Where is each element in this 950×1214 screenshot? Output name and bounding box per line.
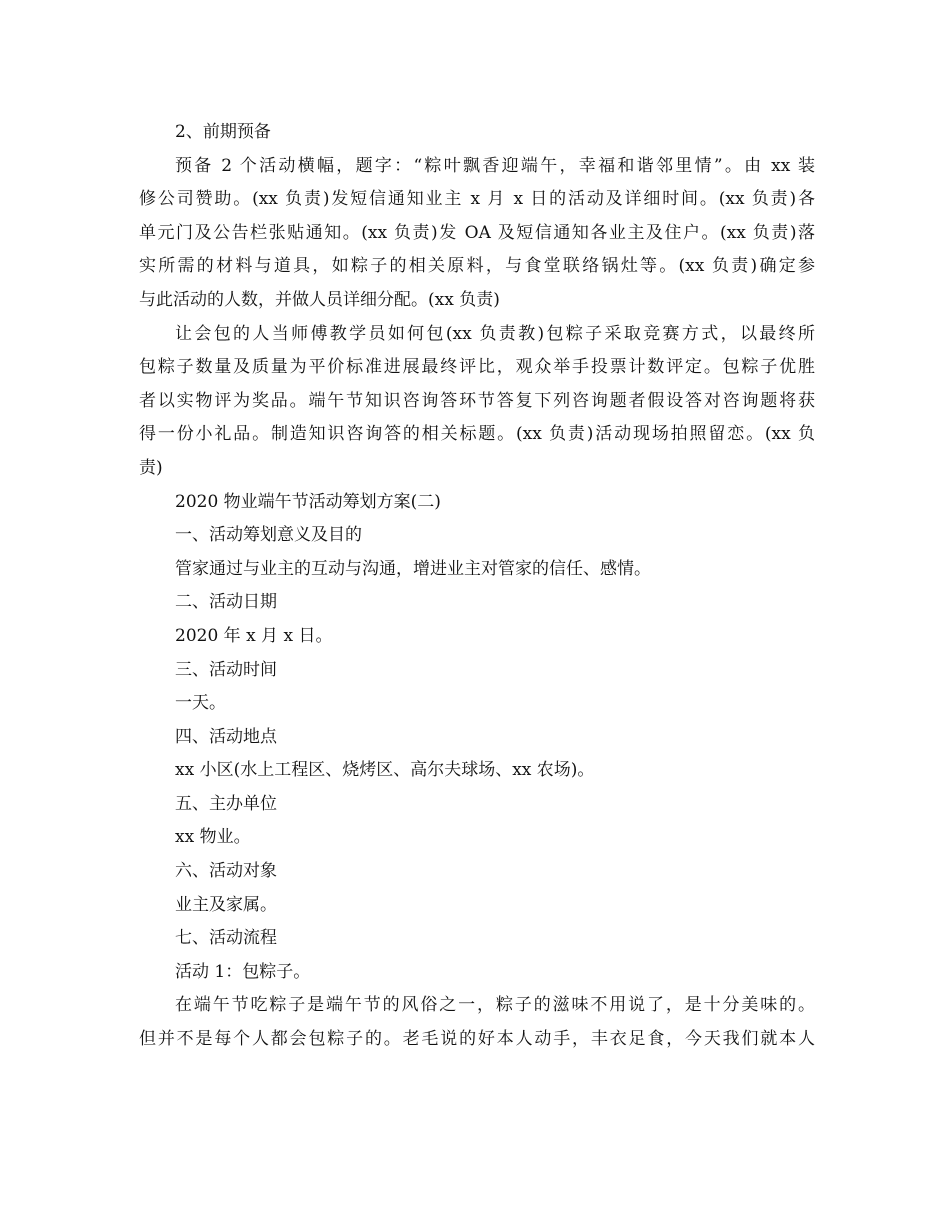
text-line: 实所需的材料与道具，如粽子的相关原料，与食堂联络锅灶等。(xx 负责)确定参 (139, 256, 815, 277)
text-line: xx 物业。 (175, 827, 251, 848)
text-line: 单元门及公告栏张贴通知。(xx 负责)发 OA 及短信通知各业主及住户。(xx 负责)落 (139, 222, 815, 243)
text-line: 五、主办单位 (175, 793, 277, 814)
text-line: 责) (139, 457, 163, 478)
text-line: 一天。 (175, 693, 226, 714)
text-line: 2020 年 x 月 x 日。 (175, 625, 333, 646)
text-line: 二、活动日期 (175, 592, 277, 613)
text-line: xx 小区(水上工程区、烧烤区、高尔夫球场、xx 农场)。 (175, 760, 595, 781)
text-line: 与此活动的人数，并做人员详细分配。(xx 负责) (139, 289, 500, 310)
text-line: 在端午节吃粽子是端午节的风俗之一，粽子的滋味不用说了，是十分美味的。 (175, 995, 815, 1016)
text-line: 七、活动流程 (175, 928, 277, 949)
text-line: 让会包的人当师傅教学员如何包(xx 负责教)包粽子采取竞赛方式，以最终所 (175, 323, 815, 344)
document-body (139, 116, 815, 1057)
text-line: 者以实物评为奖品。端午节知识咨询答环节答复下列咨询题者假设答对咨询题将获 (139, 390, 815, 411)
text-line: 得一份小礼品。制造知识咨询答的相关标题。(xx 负责)活动现场拍照留恋。(xx 负 (139, 424, 815, 445)
text-line: 三、活动时间 (175, 659, 277, 680)
text-line: 业主及家属。 (175, 894, 277, 915)
text-line: 活动 1：包粽子。 (175, 961, 311, 982)
text-line: 但并不是每个人都会包粽子的。老毛说的好本人动手，丰衣足食，今天我们就本人 (139, 1029, 815, 1050)
text-line: 包粽子数量及质量为平价标准进展最终评比，观众举手投票计数评定。包粽子优胜 (139, 357, 815, 378)
text-line: 四、活动地点 (175, 726, 277, 747)
text-line: 一、活动筹划意义及目的 (175, 525, 362, 546)
text-line: 2、前期预备 (175, 122, 271, 142)
text-line: 2020 物业端午节活动筹划方案(二) (175, 491, 441, 512)
text-line: 管家通过与业主的互动与沟通，增进业主对管家的信任、感情。 (175, 558, 651, 579)
text-line: 修公司赞助。(xx 负责)发短信通知业主 x 月 x 日的活动及详细时间。(xx 负责)各 (139, 189, 815, 210)
text-line: 六、活动对象 (175, 861, 277, 882)
text-line: 预备 2 个活动横幅，题字：“粽叶飘香迎端午，幸福和谐邻里情”。由 xx 装 (175, 155, 815, 176)
